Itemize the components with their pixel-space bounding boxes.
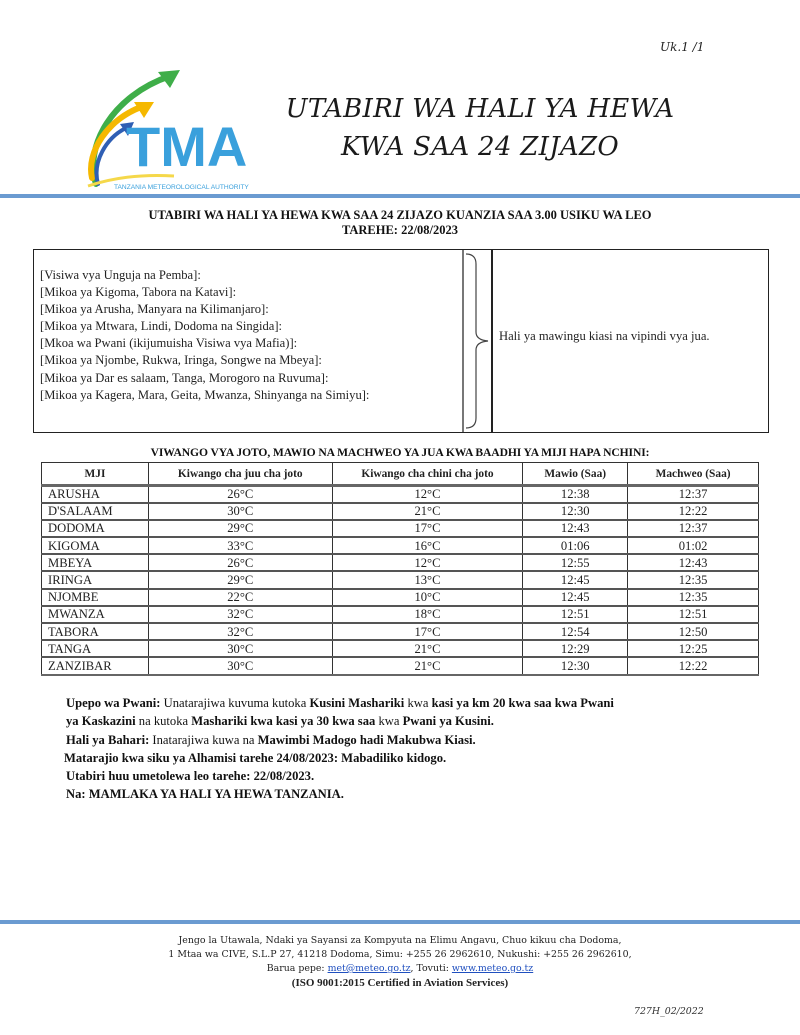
table-row xyxy=(42,589,759,606)
cell-sunset: 12:22 xyxy=(628,503,759,520)
region-item: [Mikoa ya Dar es salaam, Tanga, Morogoro na Ruvuma]: xyxy=(40,370,329,385)
region-item: [Visiwa vya Unguja na Pemba]: xyxy=(40,268,201,282)
cell-sunset: 12:37 xyxy=(628,486,759,503)
svg-text:TMA: TMA xyxy=(126,115,248,178)
cell-sunset: 12:25 xyxy=(628,640,759,657)
cell-sunrise: 12:45 xyxy=(523,589,628,606)
column-header-sunrise: Mawio (Saa) xyxy=(523,463,628,486)
cell-min-temp: 21°C xyxy=(332,657,523,674)
cell-sunrise: 12:51 xyxy=(523,606,628,623)
subheading-line-1: UTABIRI WA HALI YA HEWA KWA SAA 24 ZIJAZO KUANZIA SAA 3.00 USIKU WA LEO xyxy=(148,208,652,222)
footer-address xyxy=(0,934,800,990)
cell-min-temp: 21°C xyxy=(332,503,523,520)
coastal-wind-label: Upepo wa Pwani: xyxy=(66,696,161,710)
note-emphasis: Pwani ya Kusini. xyxy=(402,714,494,729)
note-text: na kutoka xyxy=(135,714,192,729)
outlook-text: Matarajio kwa siku ya Alhamisi tarehe 24/08/2023: Mabadiliko kidogo. xyxy=(64,750,447,765)
column-header-sunset: Machweo (Saa) xyxy=(628,463,759,486)
regions-forecast-box xyxy=(33,249,769,433)
cell-city: ARUSHA xyxy=(42,486,149,503)
signature-note xyxy=(66,785,614,803)
table-title: VIWANGO VYA JOTO, MAWIO NA MACHWEO YA JUA KWA BAADHI YA MIJI HAPA NCHINI: xyxy=(150,446,650,459)
cell-max-temp: 32°C xyxy=(148,623,332,640)
note-text: kwa xyxy=(375,714,403,729)
signature-text: Na: MAMLAKA YA HALI YA HEWA TANZANIA. xyxy=(66,787,344,802)
cell-sunset: 01:02 xyxy=(628,537,759,554)
cell-sunrise: 12:45 xyxy=(523,571,628,588)
cell-sunrise: 12:30 xyxy=(523,503,628,520)
email-label: Barua pepe: xyxy=(266,963,328,974)
cell-city: IRINGA xyxy=(42,571,149,588)
cell-sunset: 12:43 xyxy=(628,554,759,571)
tma-logo-graphic xyxy=(82,66,252,194)
cell-sunrise: 12:55 xyxy=(523,554,628,571)
issued-date-text: Utabiri huu umetolewa leo tarehe: 22/08/2023. xyxy=(66,769,315,784)
column-header-city: MJI xyxy=(42,463,149,486)
cell-city: MBEYA xyxy=(42,554,149,571)
cell-city: D'SALAAM xyxy=(42,503,149,520)
note-text: Inatarajiwa kuwa na xyxy=(149,732,258,747)
cell-city: TANGA xyxy=(42,640,149,657)
region-item: [Mikoa ya Kagera, Mara, Geita, Mwanza, Shinyanga na Simiyu]: xyxy=(40,387,370,402)
column-header-min-temp: Kiwango cha chini cha joto xyxy=(332,463,523,486)
city-weather-table xyxy=(41,462,759,676)
column-divider xyxy=(491,250,493,432)
cell-city: ZANZIBAR xyxy=(42,657,149,674)
title-line-2: KWA SAA 24 ZIJAZO xyxy=(341,132,619,162)
sea-state-note xyxy=(66,731,614,749)
note-emphasis: kasi ya km 20 kwa saa kwa Pwani xyxy=(431,696,614,710)
cell-sunset: 12:37 xyxy=(628,520,759,537)
subheading-date: TAREHE: 22/08/2023 xyxy=(341,223,459,237)
document-title xyxy=(240,90,720,166)
cell-min-temp: 13°C xyxy=(332,571,523,588)
table-row xyxy=(42,606,759,623)
note-text: kwa xyxy=(404,696,432,710)
table-row xyxy=(42,537,759,554)
weather-forecast-text: Hali ya mawingu kiasi na vipindi vya jua. xyxy=(499,329,710,343)
cell-max-temp: 30°C xyxy=(148,503,332,520)
table-header-row xyxy=(42,463,759,486)
cell-city: TABORA xyxy=(42,623,149,640)
email-link[interactable]: met@meteo.go.tz xyxy=(327,963,411,974)
cell-sunrise: 12:43 xyxy=(523,520,628,537)
cell-city: NJOMBE xyxy=(42,589,149,606)
note-emphasis: Kusini Mashariki xyxy=(309,696,405,710)
cell-max-temp: 29°C xyxy=(148,571,332,588)
forecast-subheading xyxy=(0,208,800,238)
cell-max-temp: 30°C xyxy=(148,657,332,674)
title-line-1: UTABIRI WA HALI YA HEWA xyxy=(285,94,675,124)
website-link[interactable]: www.meteo.go.tz xyxy=(451,963,534,974)
cell-max-temp: 33°C xyxy=(148,537,332,554)
issued-note xyxy=(66,767,614,785)
svg-text:TANZANIA METEOROLOGICAL AUTHOR: TANZANIA METEOROLOGICAL AUTHORITY xyxy=(114,184,249,191)
cell-min-temp: 18°C xyxy=(332,606,523,623)
footer-line-2: 1 Mtaa wa CIVE, S.L.P 27, 41218 Dodoma, Simu: +255 26 2962610, Nukushi: +255 26 2962610, xyxy=(168,949,632,960)
region-item: [Mikoa ya Mtwara, Lindi, Dodoma na Singida]: xyxy=(40,319,283,334)
cell-max-temp: 32°C xyxy=(148,606,332,623)
footer-divider xyxy=(0,920,800,924)
cell-sunrise: 12:54 xyxy=(523,623,628,640)
coastal-wind-note-cont xyxy=(66,712,614,730)
table-row xyxy=(42,640,759,657)
table-row xyxy=(42,554,759,571)
cell-max-temp: 26°C xyxy=(148,554,332,571)
cell-max-temp: 29°C xyxy=(148,520,332,537)
column-header-max-temp: Kiwango cha juu cha joto xyxy=(148,463,332,486)
cell-city: KIGOMA xyxy=(42,537,149,554)
note-emphasis: ya Kaskazini xyxy=(66,714,136,729)
region-item: [Mikoa ya Kigoma, Tabora na Katavi]: xyxy=(40,285,237,300)
cell-sunrise: 12:29 xyxy=(523,640,628,657)
cell-sunrise: 01:06 xyxy=(523,537,628,554)
table-row xyxy=(42,486,759,503)
cell-sunrise: 12:30 xyxy=(523,657,628,674)
cell-city: DODOMA xyxy=(42,520,149,537)
coastal-wind-note xyxy=(66,694,614,712)
website-label: , Tovuti: xyxy=(410,963,452,974)
outlook-note xyxy=(64,749,614,767)
page-number: Uk.1 /1 xyxy=(660,40,705,54)
region-list xyxy=(40,267,369,404)
table-row xyxy=(42,623,759,640)
table-row xyxy=(42,571,759,588)
cell-min-temp: 17°C xyxy=(332,520,523,537)
cell-sunset: 12:51 xyxy=(628,606,759,623)
table-row xyxy=(42,520,759,537)
cell-sunset: 12:22 xyxy=(628,657,759,674)
note-emphasis: Mashariki kwa kasi ya 30 kwa saa xyxy=(191,714,376,729)
region-item: [Mkoa wa Pwani (ikijumuisha Visiwa vya Mafia)]: xyxy=(40,336,298,351)
cell-sunset: 12:35 xyxy=(628,571,759,588)
cell-min-temp: 17°C xyxy=(332,623,523,640)
note-emphasis: Mawimbi Madogo hadi Makubwa Kiasi. xyxy=(257,732,476,747)
cell-min-temp: 10°C xyxy=(332,589,523,606)
cell-sunset: 12:50 xyxy=(628,623,759,640)
header-divider xyxy=(0,194,800,198)
footer-contact xyxy=(0,962,800,976)
cell-max-temp: 30°C xyxy=(148,640,332,657)
right-brace-icon xyxy=(464,252,490,430)
cell-min-temp: 16°C xyxy=(332,537,523,554)
region-item: [Mikoa ya Arusha, Manyara na Kilimanjaro]: xyxy=(40,302,269,317)
table-row xyxy=(42,657,759,674)
cell-min-temp: 12°C xyxy=(332,554,523,571)
tma-logo xyxy=(82,66,252,194)
cell-min-temp: 21°C xyxy=(332,640,523,657)
sea-state-label: Hali ya Bahari: xyxy=(66,732,150,747)
region-item: [Mikoa ya Njombe, Rukwa, Iringa, Songwe na Mbeya]: xyxy=(40,353,322,368)
iso-certification: (ISO 9001:2015 Certified in Aviation Services) xyxy=(291,977,509,989)
table-row xyxy=(42,503,759,520)
form-code: 727H_02/2022 xyxy=(634,1006,704,1017)
cell-min-temp: 12°C xyxy=(332,486,523,503)
footer-line-1: Jengo la Utawala, Ndaki ya Sayansi za Kompyuta na Elimu Angavu, Chuo kikuu cha Dodoma, xyxy=(178,935,622,946)
cell-sunset: 12:35 xyxy=(628,589,759,606)
cell-max-temp: 22°C xyxy=(148,589,332,606)
cell-max-temp: 26°C xyxy=(148,486,332,503)
note-text: Unatarajiwa kuvuma kutoka xyxy=(160,696,310,710)
cell-city: MWANZA xyxy=(42,606,149,623)
forecast-notes xyxy=(66,694,614,804)
cell-sunrise: 12:38 xyxy=(523,486,628,503)
